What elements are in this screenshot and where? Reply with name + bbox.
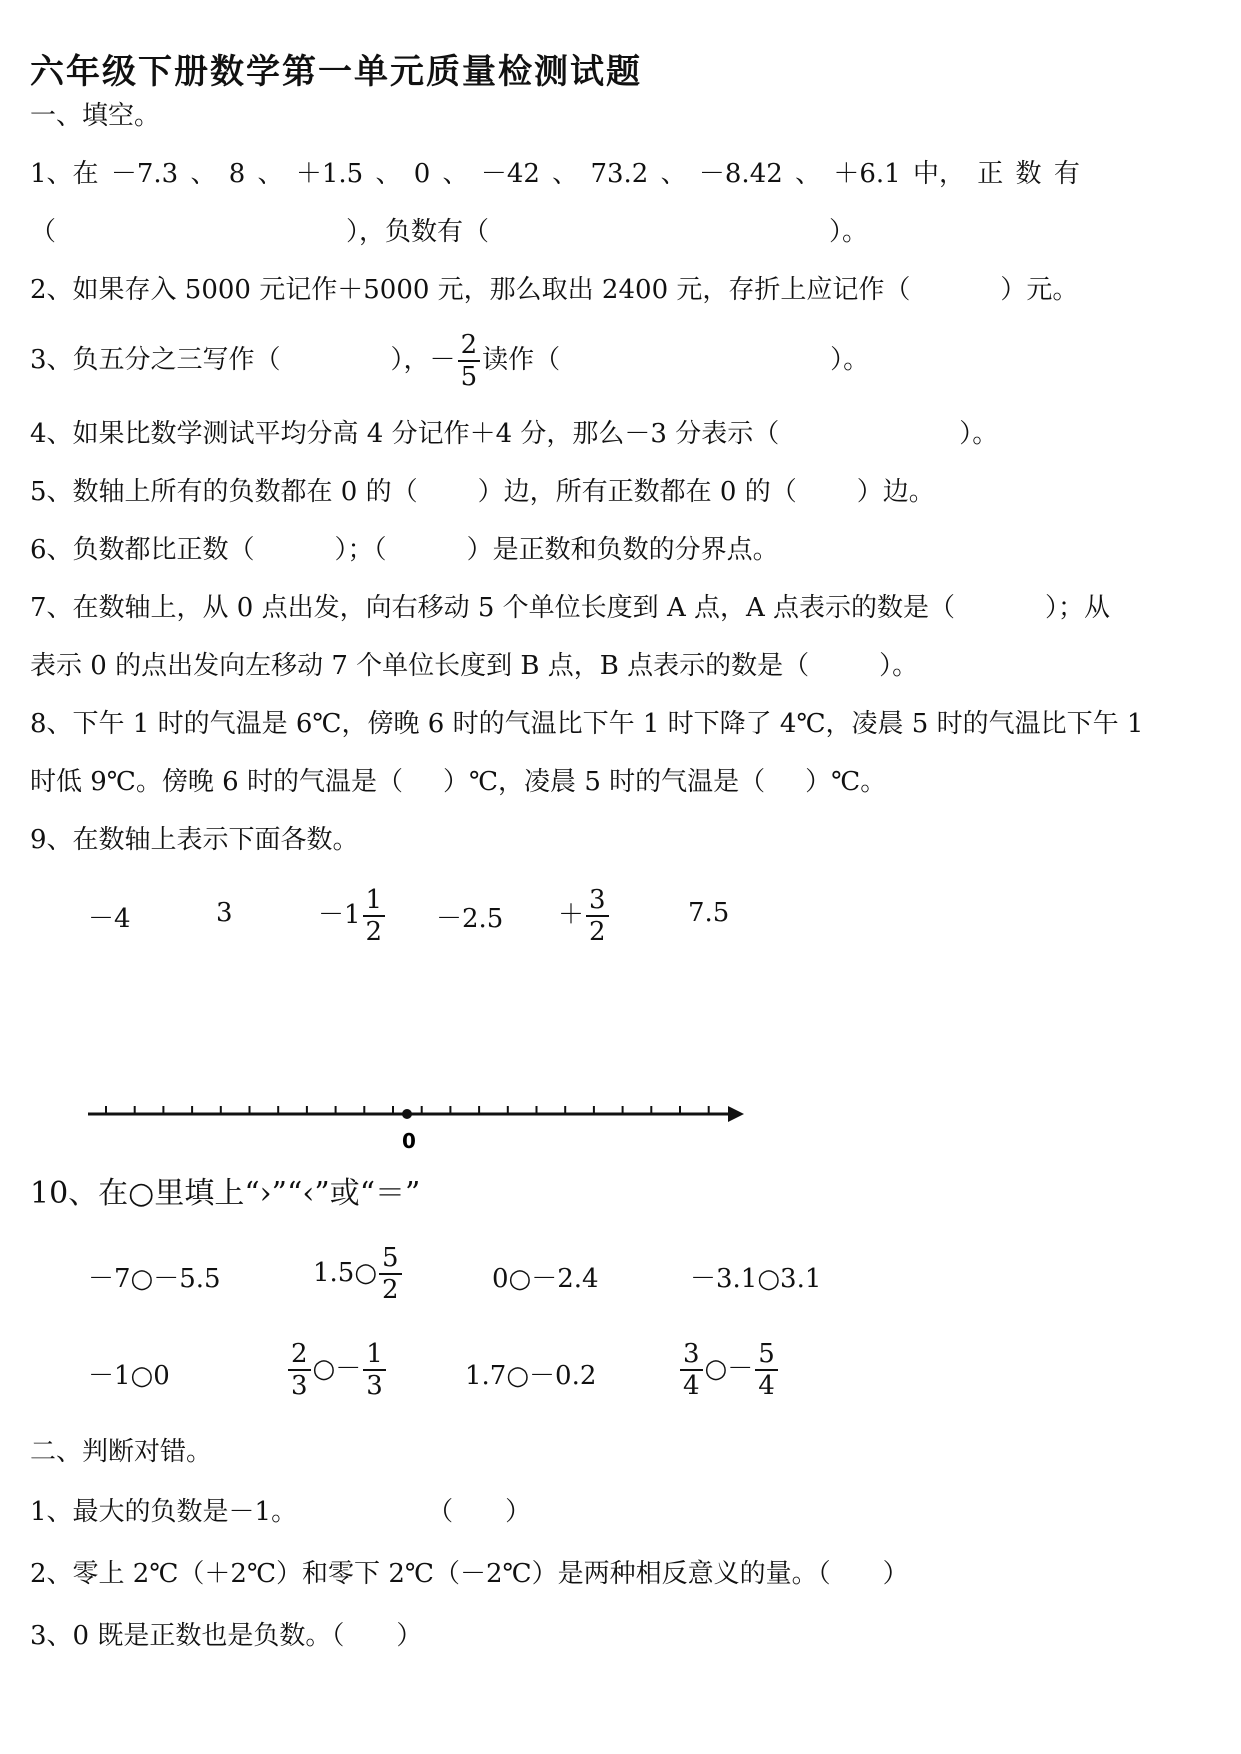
judge-item-1: 1、最大的负数是－1。 （ ） bbox=[30, 1497, 532, 1527]
compare-item: $\frac{3}{4}$ ○－ $\frac{5}{4}$ bbox=[678, 1334, 780, 1404]
question-3: 3、负五分之三写作（ ），－ $\frac{2}{5}$ 读作（ ）。 bbox=[30, 330, 870, 392]
compare-item: $\frac{2}{3}$ ○－ $\frac{1}{3}$ bbox=[286, 1334, 388, 1404]
q1-number: 73.2 bbox=[590, 159, 649, 189]
axis-zero-label: 0 bbox=[402, 1129, 416, 1153]
question-1-line-1: 1、在 －7.3 、 8 、 ＋1.5 、 0 、 －42 、 73.2 、 －8.42 、 ＋6.1 中， 正 数 有 bbox=[30, 159, 1080, 189]
judge-item-3: 3、0 既是正数也是负数。（ ） bbox=[30, 1621, 423, 1651]
fraction: $\frac{2}{5}$ bbox=[458, 330, 481, 392]
question-7-line-1: 7、在数轴上，从 0 点出发，向右移动 5 个单位长度到 A 点，A 点表示的数是（ ）；从 bbox=[30, 593, 1111, 623]
compare-item: 1.5○ $\frac{5}{2}$ bbox=[313, 1238, 404, 1308]
q9-number: －2.5 bbox=[436, 904, 504, 934]
compare-item: 0○－2.4 bbox=[492, 1264, 599, 1294]
answer-paren[interactable]: （ ） bbox=[427, 1497, 532, 1527]
question-8-line-2: 时低 9℃。傍晚 6 时的气温是（ ）℃，凌晨 5 时的气温是（ ）℃。 bbox=[30, 767, 887, 797]
q1-number: ＋1.5 bbox=[295, 159, 364, 189]
q9-fraction-number: ＋ $\frac{3}{2}$ bbox=[558, 880, 611, 950]
question-6: 6、负数都比正数（ ）；（ ）是正数和负数的分界点。 bbox=[30, 535, 779, 565]
question-7-line-2: 表示 0 的点出发向左移动 7 个单位长度到 B 点，B 点表示的数是（ ）。 bbox=[30, 651, 919, 681]
q1-tail: 数 bbox=[1015, 159, 1042, 189]
question-2: 2、如果存入 5000 元记作＋5000 元，那么取出 2400 元，存折上应记作（ ）元。 bbox=[30, 275, 1079, 305]
question-1-line-2: （ ），负数有（ ）。 bbox=[30, 217, 869, 247]
compare-item: －1○0 bbox=[88, 1361, 170, 1391]
page-title: 六年级下册数学第一单元质量检测试题 bbox=[30, 52, 642, 92]
question-5: 5、数轴上所有的负数都在 0 的（ ）边，所有正数都在 0 的（ ）边。 bbox=[30, 477, 935, 507]
q1-label: 1、在 bbox=[30, 159, 99, 189]
compare-item: －3.1○3.1 bbox=[690, 1264, 822, 1294]
compare-item: －7○－5.5 bbox=[88, 1264, 221, 1294]
q1-tail: 中， bbox=[912, 159, 965, 189]
q9-mixed-number: －1 $\frac{1}{2}$ bbox=[318, 880, 387, 950]
compare-item: 1.7○－0.2 bbox=[465, 1361, 597, 1391]
q1-number: ＋6.1 bbox=[833, 159, 901, 189]
question-4: 4、如果比数学测试平均分高 4 分记作＋4 分，那么－3 分表示（ ）。 bbox=[30, 419, 999, 449]
q1-number: 8 bbox=[228, 159, 246, 189]
q1-number: －7.3 bbox=[110, 159, 179, 189]
judge-item-2: 2、零上 2℃（＋2℃）和零下 2℃（－2℃）是两种相反意义的量。（ ） bbox=[30, 1559, 909, 1589]
q9-number: 7.5 bbox=[688, 898, 730, 928]
question-10: 10、在○里填上“›”“‹”或“＝” bbox=[30, 1176, 421, 1211]
q9-number: 3 bbox=[216, 898, 233, 928]
question-8-line-1: 8、下午 1 时的气温是 6℃，傍晚 6 时的气温比下午 1 时下降了 4℃，凌晨 5 时的气温比下午 1 bbox=[30, 709, 1144, 739]
q9-number: －4 bbox=[88, 904, 131, 934]
q1-tail: 正 bbox=[977, 159, 1004, 189]
section-2-heading: 二、判断对错。 bbox=[30, 1437, 213, 1467]
section-1-heading: 一、填空。 bbox=[30, 101, 161, 131]
q1-number: －8.42 bbox=[698, 159, 783, 189]
q1-number: 0 bbox=[413, 159, 431, 189]
number-line bbox=[80, 1100, 780, 1170]
q1-number: －42 bbox=[480, 159, 540, 189]
question-9: 9、在数轴上表示下面各数。 bbox=[30, 825, 359, 855]
q1-tail: 有 bbox=[1053, 159, 1080, 189]
